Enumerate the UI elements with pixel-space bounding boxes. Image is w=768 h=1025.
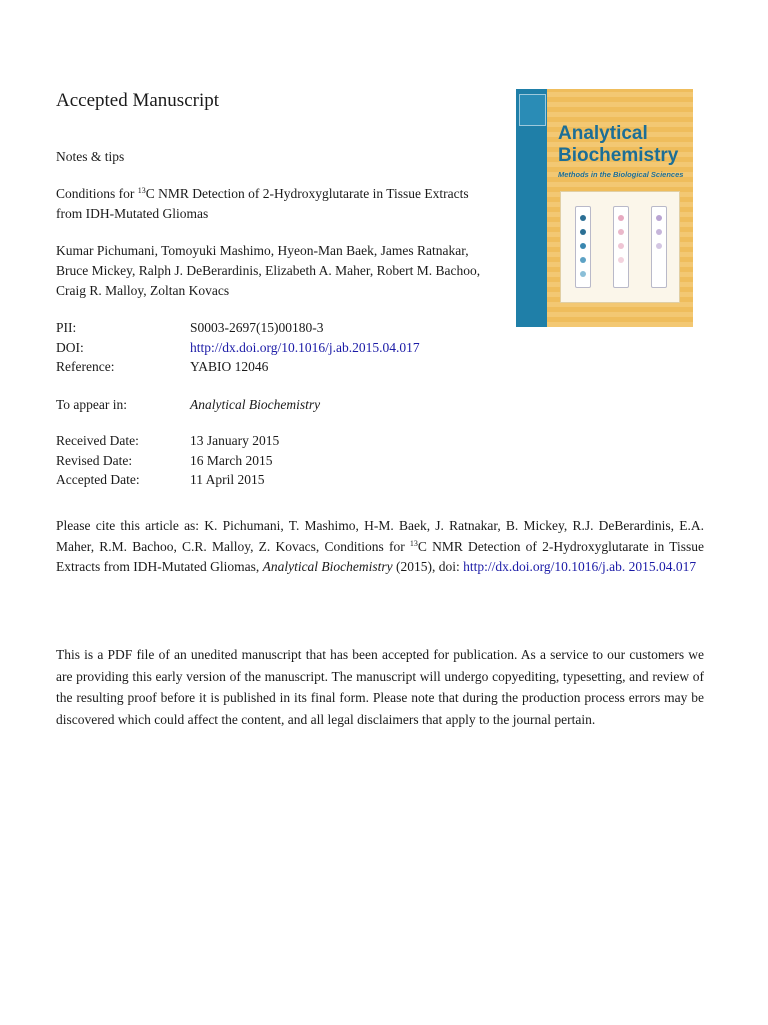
author-list: [56, 241, 516, 301]
revised-date: 16 March 2015: [190, 452, 273, 468]
pii-value: S0003-2697(15)00180-3: [190, 320, 324, 335]
dot-icon: [656, 243, 662, 249]
citation-paragraph: [56, 516, 704, 578]
disclaimer-paragraph: This is a PDF file of an unedited manuscript that has been accepted for publication. As a service to our customers we are providing this early version of the manuscript. The manuscript will undergo copyediting, typesetting, and review of the resulting proof before it is published in its final form. Please note that during the production process errors may be discovered which could affect the content, and all legal disclaimers that apply to the journal pertain.: [56, 647, 704, 727]
title-line-2: from IDH-Mutated Gliomas: [56, 206, 209, 221]
title-text-start: Conditions for: [56, 186, 138, 201]
journal-cover-image: [516, 89, 693, 327]
author-line: Craig R. Malloy, Zoltan Kovacs: [56, 283, 230, 298]
cover-side-strip: [516, 89, 547, 327]
elsevier-tree-icon: [519, 94, 546, 126]
article-title: [56, 184, 506, 224]
dot-icon: [580, 271, 586, 277]
reference-value: YABIO 12046: [190, 359, 269, 374]
cover-assay-illustration: [560, 191, 680, 303]
page-heading: Accepted Manuscript: [56, 90, 220, 111]
received-date: 13 January 2015: [190, 433, 280, 448]
title-superscript: 13: [137, 186, 146, 195]
dot-icon: [618, 215, 624, 221]
dot-icon: [656, 215, 662, 221]
citation-doi-link[interactable]: http://dx.doi.org/10.1016/j.ab. 2015.04.017: [463, 559, 697, 574]
title-text-end: C NMR Detection of 2-Hydroxyglutarate in Tissue Extracts: [145, 186, 469, 201]
author-line: Kumar Pichumani, Tomoyuki Mashimo, Hyeon-Man Baek, James Ratnakar,: [56, 243, 469, 258]
cover-title-line-1: Analytical: [558, 123, 648, 144]
citation-text-2: C NMR Detection of 2-Hydroxyglutarate in Tissue Extracts from IDH-Mutated Gliomas,: [56, 538, 704, 574]
dot-icon: [580, 257, 586, 263]
cover-title: [558, 123, 678, 167]
citation-text-3: (2015), doi:: [392, 559, 464, 574]
dot-icon: [656, 229, 662, 235]
reference-label: Reference:: [56, 359, 115, 374]
doi-link[interactable]: http://dx.doi.org/10.1016/j.ab.2015.04.017: [190, 339, 420, 355]
cover-title-line-2: Biochemistry: [558, 145, 679, 166]
section-label: Notes & tips: [56, 149, 125, 164]
dot-icon: [580, 243, 586, 249]
appear-label: To appear in:: [56, 397, 128, 412]
dates-block: [56, 431, 279, 490]
pii-label: PII:: [56, 320, 77, 335]
dot-icon: [580, 215, 586, 221]
received-label: Received Date:: [56, 433, 139, 448]
dot-icon: [580, 229, 586, 235]
doi-label: DOI:: [56, 339, 84, 355]
test-strip-icon: [651, 206, 667, 288]
dot-icon: [618, 257, 624, 263]
identifier-block: [56, 318, 420, 377]
journal-name: Analytical Biochemistry: [190, 397, 321, 412]
author-line: Bruce Mickey, Ralph J. DeBerardinis, Elizabeth A. Maher, Robert M. Bachoo,: [56, 263, 481, 278]
revised-label: Revised Date:: [56, 452, 133, 468]
dot-icon: [618, 243, 624, 249]
cover-subtitle: Methods in the Biological Sciences: [558, 170, 684, 179]
test-strip-icon: [613, 206, 629, 288]
dot-icon: [618, 229, 624, 235]
appear-block: [56, 395, 320, 415]
citation-text: Please cite this article as: K. Pichumani, T. Mashimo, H-M. Baek, J. Ratnakar, B. Mickey, R.J. DeBerardinis, E.A. Maher, R.M. Bachoo, C.R. Malloy, Z. Kovacs, Conditions for: [56, 518, 704, 554]
test-strip-icon: [575, 206, 591, 288]
citation-journal: Analytical Biochemistry: [262, 559, 393, 574]
citation-superscript: 13: [409, 538, 418, 548]
accepted-date: 11 April 2015: [190, 472, 265, 487]
accepted-label: Accepted Date:: [56, 472, 140, 487]
